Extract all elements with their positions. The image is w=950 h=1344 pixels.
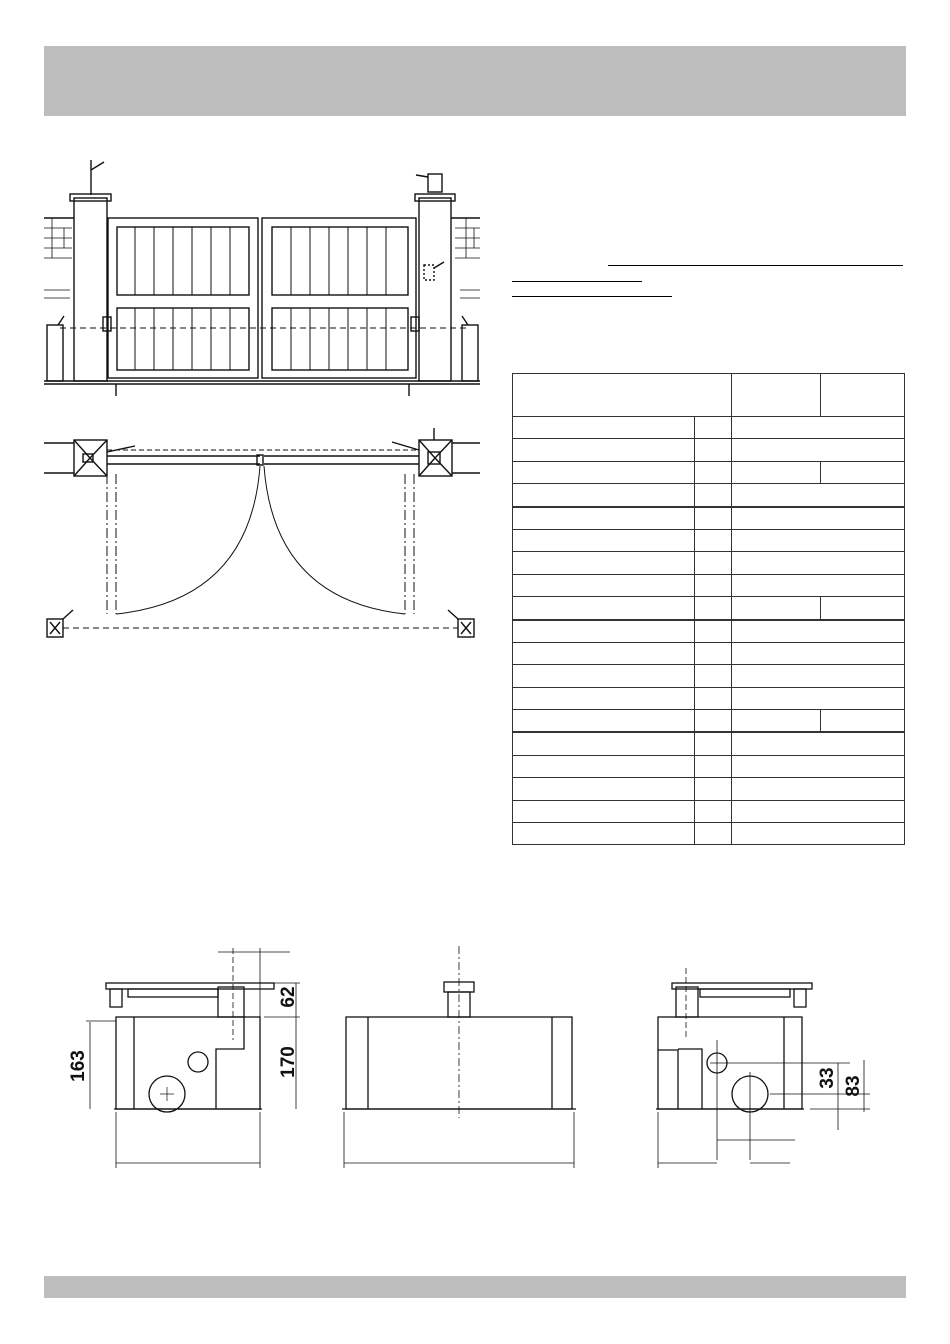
table-row xyxy=(513,732,905,755)
table-header-row xyxy=(513,374,905,417)
table-cell xyxy=(513,574,695,596)
table-cell xyxy=(695,665,732,687)
table-cell xyxy=(695,755,732,777)
table-cell xyxy=(695,732,732,755)
table-cell xyxy=(513,461,695,483)
dim-170: 170 xyxy=(278,1046,299,1078)
table-cell xyxy=(821,461,905,483)
right-pillar xyxy=(419,198,451,381)
table-row xyxy=(513,823,905,845)
dim-83: 83 xyxy=(843,1075,864,1097)
table-cell xyxy=(513,439,695,461)
table-row xyxy=(513,620,905,643)
table-cell xyxy=(732,461,821,483)
table-cell xyxy=(513,417,695,439)
table-cell xyxy=(732,620,905,643)
table-cell xyxy=(695,484,732,507)
table-cell xyxy=(732,597,821,620)
underline-2 xyxy=(512,281,642,282)
dim-33: 33 xyxy=(817,1067,838,1089)
table-cell xyxy=(732,552,905,574)
left-dimension-view xyxy=(86,948,300,1168)
table-cell xyxy=(513,800,695,822)
table-row xyxy=(513,665,905,687)
table-row xyxy=(513,800,905,822)
table-header-cell xyxy=(732,374,821,417)
table-row xyxy=(513,417,905,439)
table-cell xyxy=(732,417,905,439)
table-cell xyxy=(513,507,695,530)
table-cell xyxy=(732,642,905,664)
table-row xyxy=(513,597,905,620)
table-cell xyxy=(695,417,732,439)
table-cell xyxy=(732,439,905,461)
table-cell xyxy=(695,800,732,822)
table-cell xyxy=(513,620,695,643)
table-cell xyxy=(513,823,695,845)
left-pillar xyxy=(74,198,107,381)
table-cell xyxy=(513,687,695,709)
table-cell xyxy=(695,507,732,530)
table-cell xyxy=(732,710,821,733)
table-cell xyxy=(732,484,905,507)
table-cell xyxy=(732,800,905,822)
table-cell xyxy=(695,597,732,620)
table-cell xyxy=(732,755,905,777)
dim-163: 163 xyxy=(68,1050,89,1082)
left-photocell-post xyxy=(47,325,63,381)
table-cell xyxy=(513,755,695,777)
gate-illustration xyxy=(40,150,490,650)
right-photocell-post xyxy=(462,325,478,381)
table-cell xyxy=(513,710,695,733)
table-row xyxy=(513,439,905,461)
table-cell xyxy=(695,552,732,574)
table-cell xyxy=(732,574,905,596)
table-cell xyxy=(695,642,732,664)
table-cell xyxy=(695,529,732,551)
table-cell xyxy=(695,620,732,643)
underline-1 xyxy=(608,265,903,266)
table-cell xyxy=(821,710,905,733)
table-row xyxy=(513,461,905,483)
table-cell xyxy=(513,665,695,687)
table-cell xyxy=(732,732,905,755)
footer-bar xyxy=(44,1276,906,1298)
table-cell xyxy=(513,552,695,574)
underline-3 xyxy=(512,296,672,297)
table-cell xyxy=(695,461,732,483)
dimension-drawings xyxy=(50,940,900,1180)
middle-dimension-view xyxy=(342,946,576,1168)
table-row xyxy=(513,710,905,733)
table-cell xyxy=(695,710,732,733)
table-cell xyxy=(732,529,905,551)
table-cell xyxy=(695,574,732,596)
table-cell xyxy=(695,823,732,845)
table-cell xyxy=(513,529,695,551)
table-cell xyxy=(732,507,905,530)
table-cell xyxy=(732,687,905,709)
table-cell xyxy=(695,439,732,461)
header-bar xyxy=(44,46,906,116)
spec-table xyxy=(512,373,905,845)
table-row xyxy=(513,755,905,777)
table-row xyxy=(513,642,905,664)
table-row xyxy=(513,574,905,596)
table-cell xyxy=(513,778,695,800)
table-row xyxy=(513,687,905,709)
table-cell xyxy=(695,687,732,709)
table-cell xyxy=(732,823,905,845)
table-cell xyxy=(513,642,695,664)
table-row xyxy=(513,552,905,574)
table-row xyxy=(513,778,905,800)
table-cell xyxy=(821,597,905,620)
table-row xyxy=(513,529,905,551)
table-header-cell xyxy=(695,374,732,417)
table-row xyxy=(513,507,905,530)
right-gate-leaf xyxy=(262,218,416,378)
table-header-cell xyxy=(821,374,905,417)
left-gate-leaf xyxy=(108,218,258,378)
table-cell xyxy=(513,597,695,620)
flashing-lamp xyxy=(428,174,442,192)
table-cell xyxy=(732,778,905,800)
table-header-cell xyxy=(513,374,695,417)
table-cell xyxy=(513,732,695,755)
table-cell xyxy=(732,665,905,687)
table-cell xyxy=(695,778,732,800)
dim-62: 62 xyxy=(278,986,299,1008)
table-cell xyxy=(513,484,695,507)
table-row xyxy=(513,484,905,507)
